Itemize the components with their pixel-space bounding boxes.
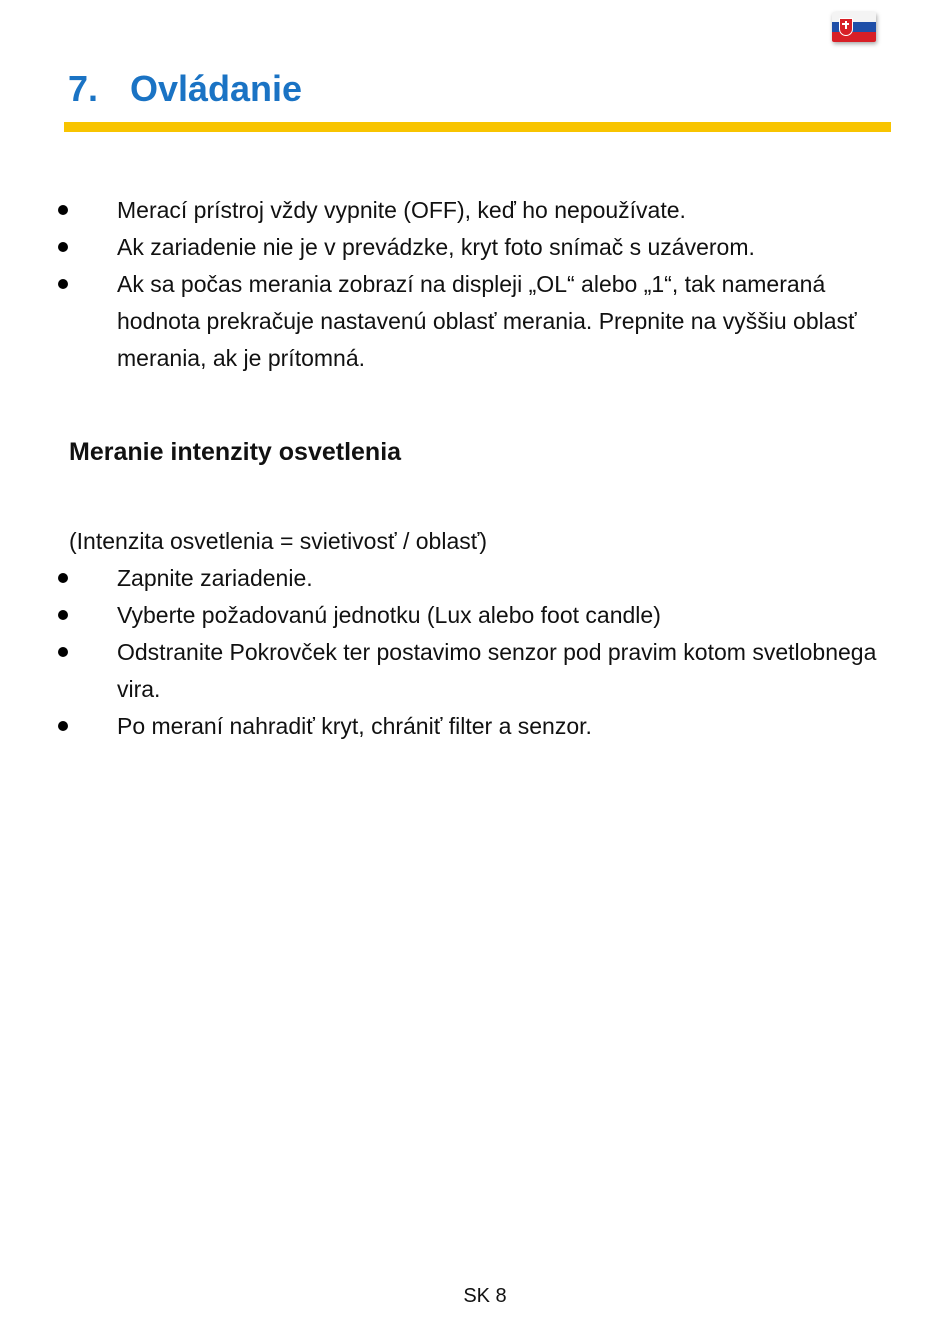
list-item (56, 708, 896, 745)
measurement-steps-list (56, 560, 896, 745)
page-number: SK 8 (463, 1285, 507, 1307)
section-title: Ovládanie (130, 68, 303, 109)
list-item-text: Po meraní nahradiť kryt, chrániť filter a senzor. (117, 713, 592, 739)
bullet-icon (58, 205, 68, 215)
list-item-text: Ak sa počas merania zobrazí na displeji „OL“ alebo „1“, tak nameraná hodnota prekračuje nastavenú oblasť merania. Prepnite na vyššiu oblasť merania, ak je prítomná. (117, 271, 857, 371)
list-item-text: Ak zariadenie nie je v prevádzke, kryt foto snímač s uzáverom. (117, 234, 755, 260)
formula-text: (Intenzita osvetlenia = svietivosť / oblasť) (69, 528, 488, 554)
list-item (56, 192, 896, 229)
section-number: 7. (68, 68, 99, 109)
list-item (56, 597, 896, 634)
list-item (56, 634, 896, 708)
list-item (56, 560, 896, 597)
list-item-text: Merací prístroj vždy vypnite (OFF), keď ho nepoužívate. (117, 197, 686, 223)
bullet-icon (58, 573, 68, 583)
slovakia-flag-icon (832, 12, 876, 42)
section-heading: Meranie intenzity osvetlenia (69, 438, 402, 466)
list-item (56, 266, 896, 377)
list-item (56, 229, 896, 266)
list-item-text: Odstranite Pokrovček ter postavimo senzor pod pravim kotom svetlobnega vira. (117, 639, 877, 702)
bullet-icon (58, 242, 68, 252)
bullet-icon (58, 279, 68, 289)
bullet-icon (58, 610, 68, 620)
list-item-text: Zapnite zariadenie. (117, 565, 313, 591)
bullet-icon (58, 721, 68, 731)
page-title (68, 68, 302, 110)
operation-notes-list (56, 192, 896, 377)
title-underline (64, 122, 891, 132)
list-item-text: Vyberte požadovanú jednotku (Lux alebo foot candle) (117, 602, 661, 628)
bullet-icon (58, 647, 68, 657)
